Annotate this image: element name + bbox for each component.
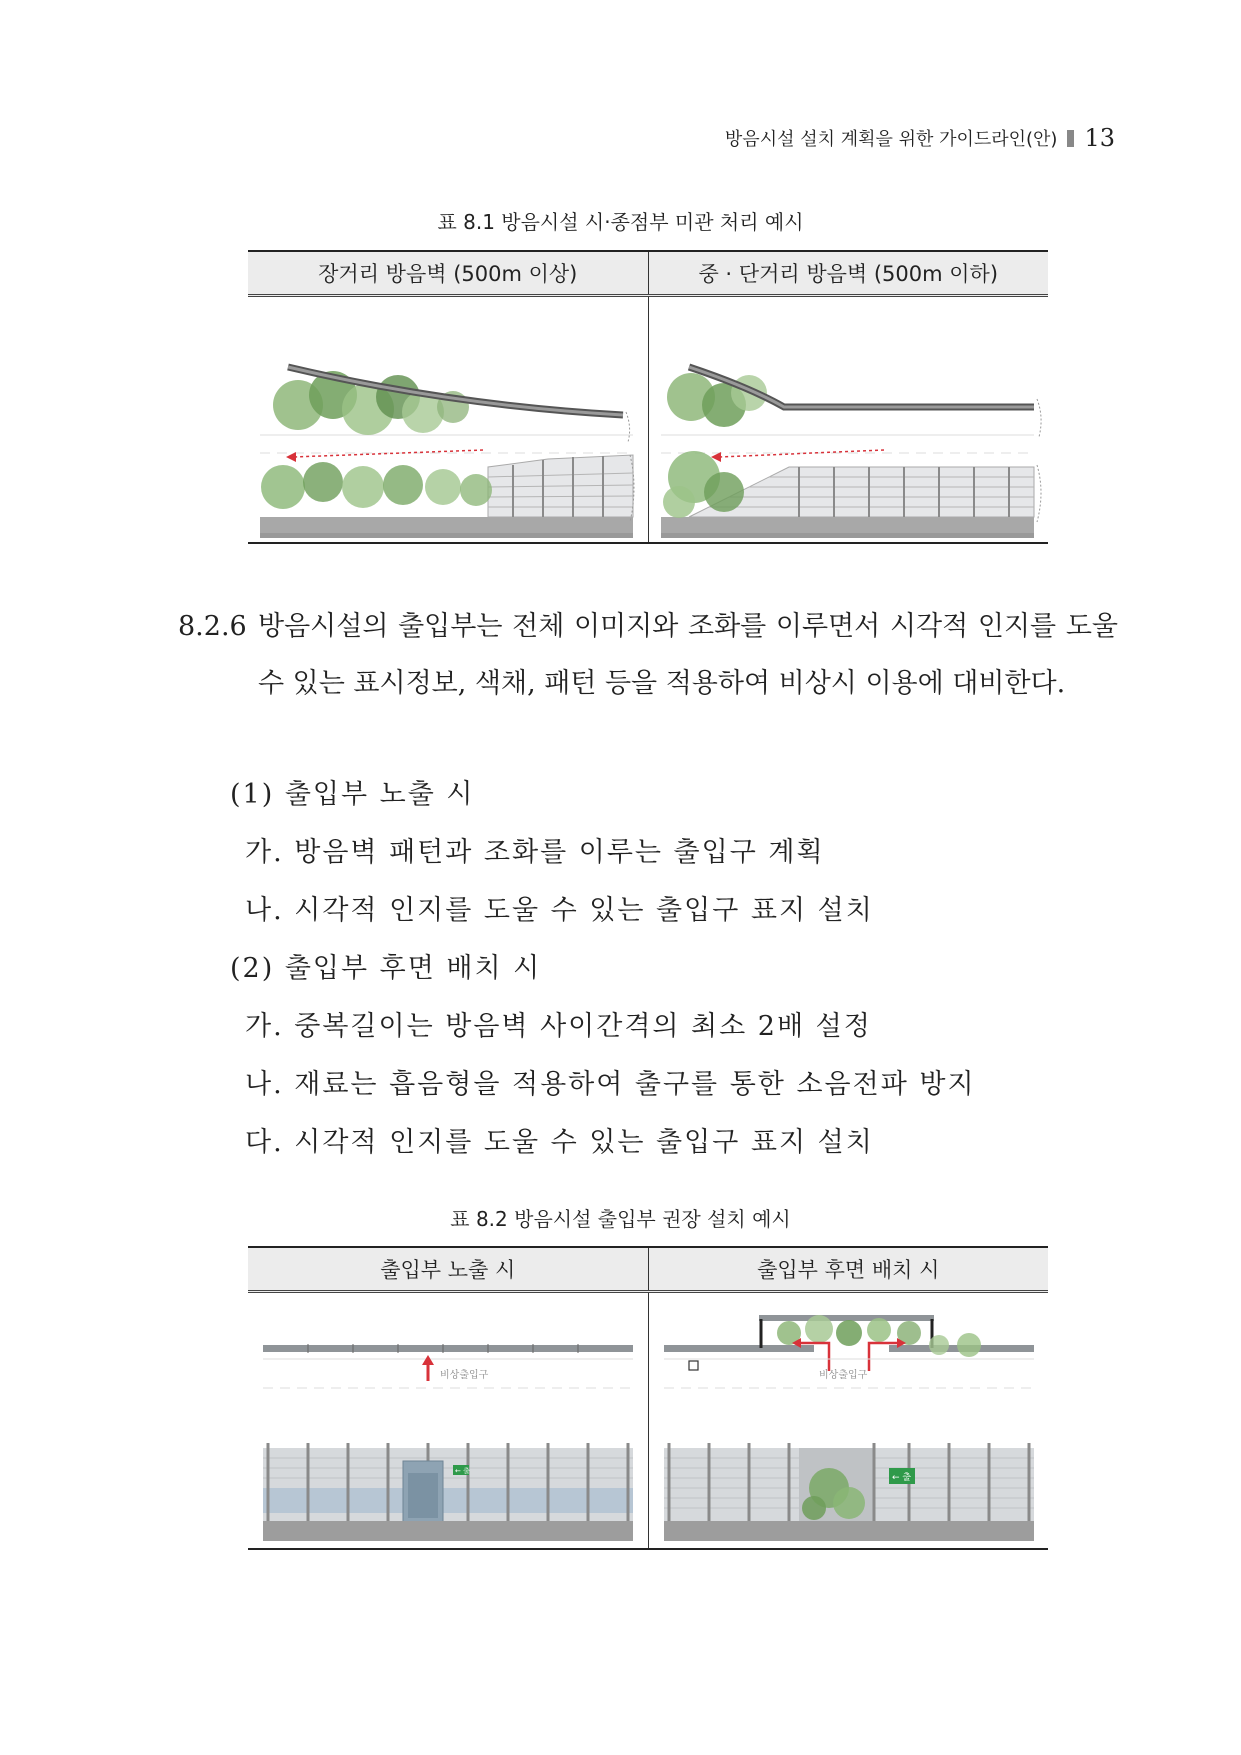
table2-header-exposed: 출입부 노출 시: [248, 1247, 648, 1292]
exposed-entrance-illustration: [248, 1293, 647, 1548]
rear-entrance-illustration: [649, 1293, 1048, 1548]
list-item: 다. 시각적 인지를 도울 수 있는 출입구 표지 설치: [245, 1127, 874, 1158]
item-heading-2: (2) 출입부 후면 배치 시: [230, 953, 542, 984]
plan-label-exposed: 비상출입구: [440, 1370, 489, 1381]
exit-sign-exposed: ← 출: [455, 1467, 470, 1475]
table2-cell-exposed: [248, 1292, 648, 1550]
long-wall-illustration: [248, 297, 647, 542]
list-item: 나. 재료는 흡음형을 적용하여 출구를 통한 소음전파 방지: [245, 1069, 976, 1100]
table1-caption: 표 8.1 방음시설 시·종점부 미관 처리 예시: [437, 210, 804, 234]
header-divider-mark: [1067, 130, 1074, 147]
short-wall-illustration: [649, 297, 1048, 542]
exit-sign-rear: ← 출: [891, 1473, 911, 1483]
table2: [248, 1246, 1048, 1550]
table1-header-long: 장거리 방음벽 (500m 이상): [248, 251, 648, 296]
table1-cell-short: [648, 296, 1048, 544]
section-8-2-6: [178, 598, 1118, 712]
foliage-plan: [273, 371, 469, 435]
table1: [248, 250, 1048, 544]
plan-label-rear: 비상출입구: [818, 1370, 867, 1381]
table1-cell-long: [248, 296, 648, 544]
item-heading-1: (1) 출입부 노출 시: [230, 779, 475, 810]
foliage-elevation: [261, 462, 492, 509]
page-number: 13: [1084, 124, 1115, 152]
table2-cell-rear: [648, 1292, 1048, 1550]
list-item: 가. 중복길이는 방음벽 사이간격의 최소 2배 설정: [245, 1011, 872, 1042]
section-number: 8.2.6: [178, 611, 247, 642]
page-header: [725, 124, 1115, 152]
foliage-elevation-short: [663, 451, 744, 518]
list-item: 나. 시각적 인지를 도울 수 있는 출입구 표지 설치: [245, 895, 874, 926]
list-item: 가. 방음벽 패턴과 조화를 이루는 출입구 계획: [245, 837, 825, 868]
table2-caption: 표 8.2 방음시설 출입부 권장 설치 예시: [450, 1207, 791, 1231]
table1-header-short: 중 · 단거리 방음벽 (500m 이하): [648, 251, 1048, 296]
section-body: 방음시설의 출입부는 전체 이미지와 조화를 이루면서 시각적 인지를 도울 수 있는 표시정보, 색채, 패턴 등을 적용하여 비상시 이용에 대비한다.: [258, 611, 1118, 699]
table2-header-rear: 출입부 후면 배치 시: [648, 1247, 1048, 1292]
foliage-plan-short: [667, 373, 767, 427]
header-title: 방음시설 설치 계획을 위한 가이드라인(안): [724, 129, 1058, 150]
